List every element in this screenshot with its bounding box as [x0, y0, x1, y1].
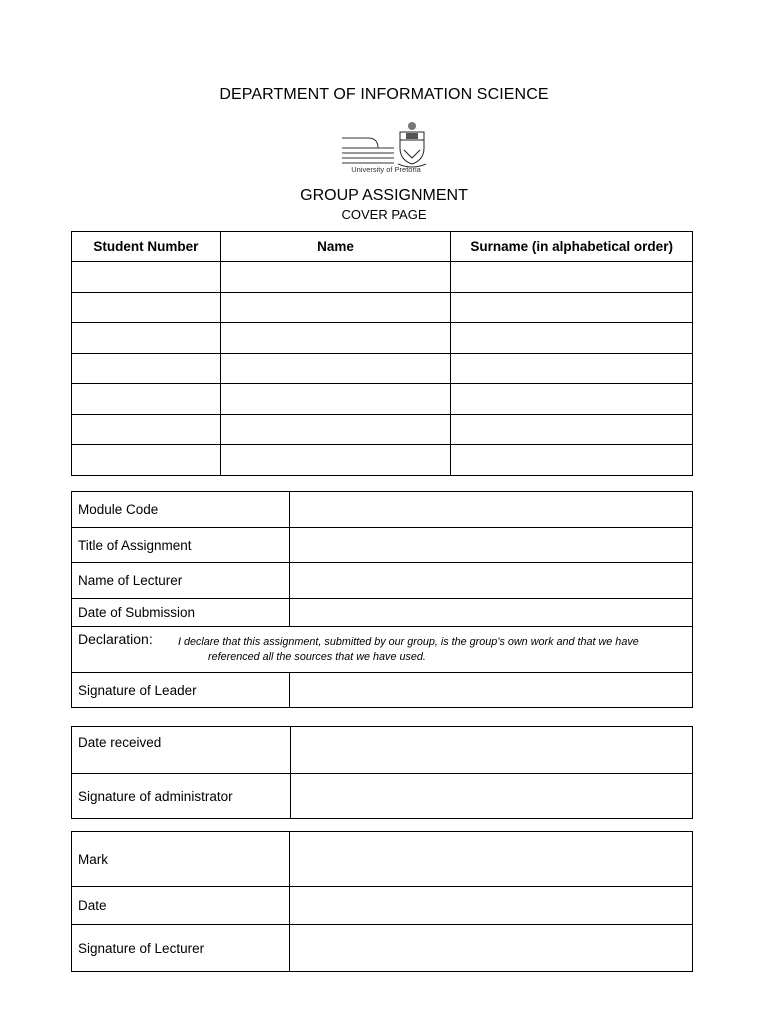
signature-of-leader-label: Signature of Leader	[72, 673, 290, 708]
date-field[interactable]	[289, 887, 692, 925]
table-row	[72, 292, 693, 323]
name-cell[interactable]	[220, 262, 451, 293]
admin-table	[71, 726, 693, 819]
signature-of-lecturer-field[interactable]	[289, 925, 692, 972]
students-table	[71, 231, 693, 476]
surname-cell[interactable]	[451, 262, 693, 293]
title-of-assignment-field[interactable]	[289, 528, 692, 563]
surname-cell[interactable]	[451, 414, 693, 445]
name-of-lecturer-label: Name of Lecturer	[72, 563, 290, 599]
declaration-text-line1: I declare that this assignment, submitted by our group, is the group’s own work and that we have	[178, 636, 639, 648]
surname-cell[interactable]	[451, 445, 693, 476]
table-row	[72, 262, 693, 293]
table-row	[72, 384, 693, 415]
department-title: DEPARTMENT OF INFORMATION SCIENCE	[219, 86, 549, 103]
signature-of-administrator-field[interactable]	[290, 774, 692, 819]
module-code-label: Module Code	[72, 492, 290, 528]
name-cell[interactable]	[220, 292, 451, 323]
name-cell[interactable]	[220, 384, 451, 415]
declaration-label: Declaration:	[78, 631, 153, 647]
mark-field[interactable]	[289, 832, 692, 887]
assignment-title: GROUP ASSIGNMENT	[300, 187, 468, 204]
date-received-label: Date received	[72, 727, 291, 774]
signature-of-administrator-label: Signature of administrator	[72, 774, 291, 819]
date-of-submission-field[interactable]	[289, 599, 692, 627]
surname-header: Surname (in alphabetical order)	[451, 232, 693, 262]
table-row	[72, 445, 693, 476]
student-number-cell[interactable]	[72, 323, 221, 354]
name-header: Name	[220, 232, 451, 262]
table-row	[72, 323, 693, 354]
name-cell[interactable]	[220, 353, 451, 384]
module-info-table	[71, 491, 693, 708]
declaration-text-line2: referenced all the sources that we have used.	[208, 651, 426, 663]
assignment-subtitle: COVER PAGE	[341, 207, 427, 222]
module-code-field[interactable]	[289, 492, 692, 528]
surname-cell[interactable]	[451, 353, 693, 384]
title-of-assignment-label: Title of Assignment	[72, 528, 290, 563]
students-header-row	[72, 232, 693, 262]
surname-cell[interactable]	[451, 384, 693, 415]
name-cell[interactable]	[220, 445, 451, 476]
name-cell[interactable]	[220, 323, 451, 354]
date-label: Date	[72, 887, 290, 925]
logo-caption: University of Pretoria	[351, 165, 421, 174]
student-number-cell[interactable]	[72, 414, 221, 445]
signature-of-lecturer-label: Signature of Lecturer	[72, 925, 290, 972]
student-number-cell[interactable]	[72, 292, 221, 323]
student-number-cell[interactable]	[72, 262, 221, 293]
surname-cell[interactable]	[451, 292, 693, 323]
marking-table	[71, 831, 693, 972]
declaration-row	[72, 627, 693, 673]
declaration-text	[178, 631, 639, 665]
student-number-cell[interactable]	[72, 384, 221, 415]
name-cell[interactable]	[220, 414, 451, 445]
signature-of-leader-field[interactable]	[289, 673, 692, 708]
mark-label: Mark	[72, 832, 290, 887]
surname-cell[interactable]	[451, 323, 693, 354]
table-row	[72, 414, 693, 445]
name-of-lecturer-field[interactable]	[289, 563, 692, 599]
student-number-header: Student Number	[72, 232, 221, 262]
student-number-cell[interactable]	[72, 445, 221, 476]
student-number-cell[interactable]	[72, 353, 221, 384]
table-row	[72, 353, 693, 384]
date-of-submission-label: Date of Submission	[72, 599, 290, 627]
date-received-field[interactable]	[290, 727, 692, 774]
